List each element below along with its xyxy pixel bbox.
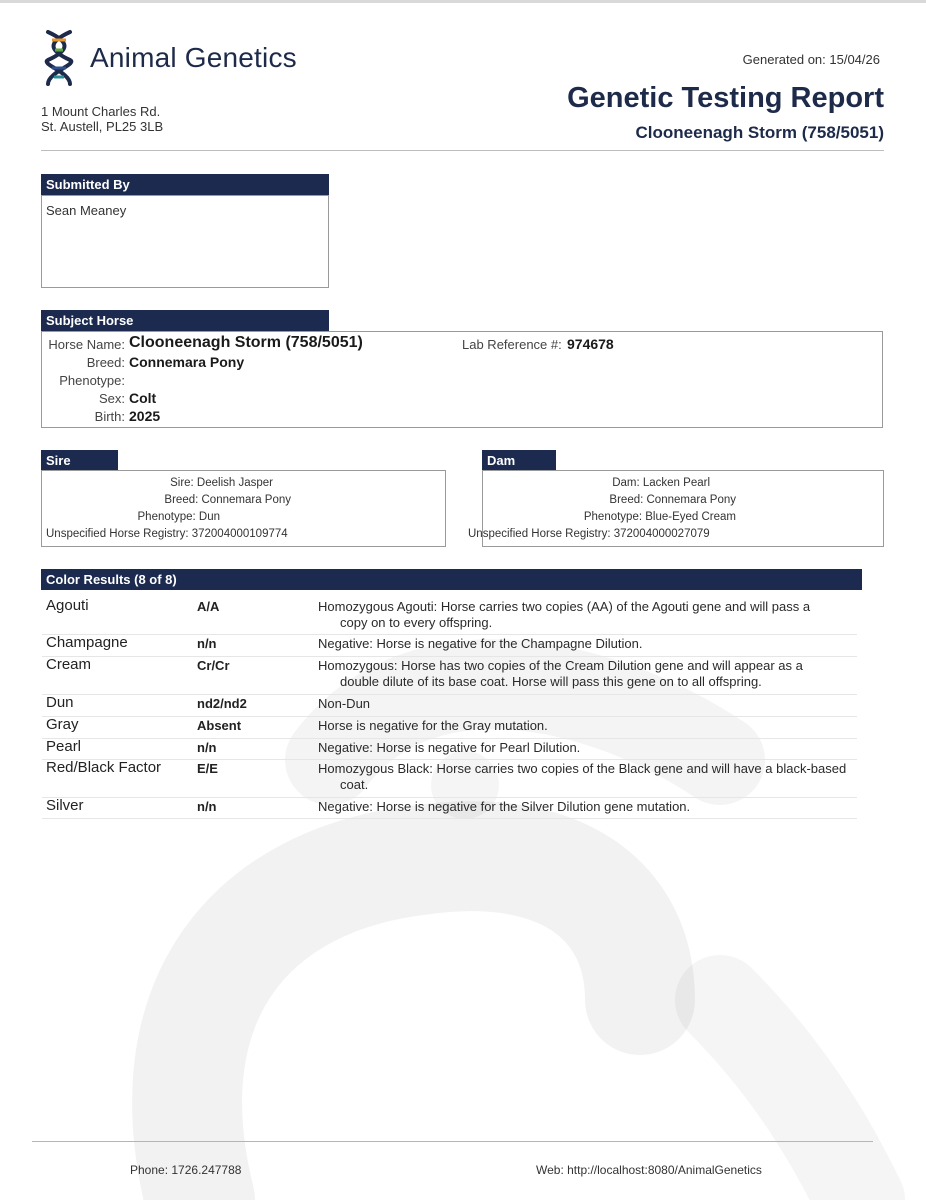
horse-name-label: Horse Name: xyxy=(48,337,125,352)
footer-web: Web: http://localhost:8080/AnimalGenetics xyxy=(536,1163,762,1177)
result-trait: Dun xyxy=(46,694,74,711)
result-row xyxy=(42,694,857,717)
result-description-line-1: Negative: Horse is negative for the Champagne Dilution. xyxy=(318,636,643,651)
lab-reference-label: Lab Reference #: xyxy=(462,337,562,352)
header-divider xyxy=(41,150,884,151)
submitted-by-heading: Submitted By xyxy=(41,174,329,195)
result-genotype: n/n xyxy=(197,636,217,651)
result-description-line-1: Negative: Horse is negative for the Silver Dilution gene mutation. xyxy=(318,799,691,814)
breed-label: Breed: xyxy=(86,355,125,370)
result-description-line-1: Homozygous Agouti: Horse carries two copies (AA) of the Agouti gene and will pass a xyxy=(318,599,811,614)
birth-value: 2025 xyxy=(129,408,161,424)
result-row xyxy=(42,797,857,819)
result-trait: Red/Black Factor xyxy=(46,759,162,776)
sex-label: Sex: xyxy=(98,391,125,406)
sire-heading: Sire xyxy=(41,450,118,471)
dam-name: Dam: Lacken Pearl xyxy=(612,477,710,489)
result-genotype: Absent xyxy=(197,718,242,733)
dam-phenotype: Phenotype: Blue-Eyed Cream xyxy=(583,511,736,523)
result-trait: Cream xyxy=(46,656,92,673)
sire-breed: Breed: Connemara Pony xyxy=(164,494,291,506)
result-genotype: nd2/nd2 xyxy=(197,696,247,711)
sex-value: Colt xyxy=(129,390,157,406)
result-description xyxy=(318,636,858,652)
result-description-line-1: Non-Dun xyxy=(318,696,371,711)
result-description xyxy=(318,658,858,690)
result-description-line-1: Horse is negative for the Gray mutation. xyxy=(318,718,548,733)
report-title: Genetic Testing Report xyxy=(567,82,884,114)
result-genotype: A/A xyxy=(197,599,220,614)
result-row xyxy=(42,634,857,657)
result-description-line-1: Negative: Horse is negative for Pearl Dilution. xyxy=(318,740,581,755)
result-description xyxy=(318,740,858,756)
submitter-name: Sean Meaney xyxy=(46,203,127,218)
sire-name: Sire: Deelish Jasper xyxy=(170,477,273,489)
lab-reference-value: 974678 xyxy=(567,336,614,352)
result-description xyxy=(318,599,858,631)
subject-horse-heading: Subject Horse xyxy=(41,310,329,331)
result-description-line-1: Homozygous Black: Horse carries two copies of the Black gene and will have a black-based xyxy=(318,761,847,776)
top-border xyxy=(0,0,926,3)
report-subtitle: Clooneenagh Storm (758/5051) xyxy=(635,123,884,142)
result-trait: Gray xyxy=(46,716,79,733)
result-description-line-2: double dilute of its base coat. Horse will pass this gene on to all offspring. xyxy=(340,674,762,689)
result-trait: Pearl xyxy=(46,738,82,755)
dam-registry: Unspecified Horse Registry: 372004000027079 xyxy=(468,528,710,540)
result-row xyxy=(42,656,857,695)
result-row xyxy=(42,716,857,739)
dna-logo-icon xyxy=(42,28,76,88)
result-trait: Agouti xyxy=(46,597,89,614)
result-genotype: E/E xyxy=(197,761,218,776)
color-results-heading: Color Results (8 of 8) xyxy=(41,569,862,590)
address-line-1: 1 Mount Charles Rd. xyxy=(41,104,161,119)
address-line-2: St. Austell, PL25 3LB xyxy=(41,119,164,134)
result-genotype: n/n xyxy=(197,799,217,814)
result-genotype: n/n xyxy=(197,740,217,755)
result-description-line-1: Homozygous: Horse has two copies of the Cream Dilution gene and will appear as a xyxy=(318,658,803,673)
result-description xyxy=(318,799,858,815)
footer-phone: Phone: 1726.247788 xyxy=(130,1163,242,1177)
result-row xyxy=(42,759,857,798)
result-description xyxy=(318,761,858,793)
result-description xyxy=(318,718,858,734)
sire-registry: Unspecified Horse Registry: 372004000109774 xyxy=(46,528,288,540)
result-row xyxy=(42,738,857,760)
result-trait: Champagne xyxy=(46,634,128,651)
result-trait: Silver xyxy=(46,797,84,814)
result-description-line-2: copy on to every offspring. xyxy=(340,615,493,630)
result-description-line-2: coat. xyxy=(340,777,369,792)
dam-heading: Dam xyxy=(482,450,556,471)
dam-breed: Breed: Connemara Pony xyxy=(609,494,736,506)
brand-name: Animal Genetics xyxy=(90,42,297,73)
horse-name-value: Clooneenagh Storm (758/5051) xyxy=(129,334,363,351)
sire-phenotype: Phenotype: Dun xyxy=(137,511,220,523)
result-row xyxy=(42,597,857,635)
result-description xyxy=(318,696,858,712)
birth-label: Birth: xyxy=(94,409,125,424)
result-genotype: Cr/Cr xyxy=(197,658,230,673)
phenotype-label: Phenotype: xyxy=(59,373,125,388)
breed-value: Connemara Pony xyxy=(129,354,245,370)
generated-on: Generated on: 15/04/26 xyxy=(742,52,880,67)
footer-divider xyxy=(32,1141,873,1142)
